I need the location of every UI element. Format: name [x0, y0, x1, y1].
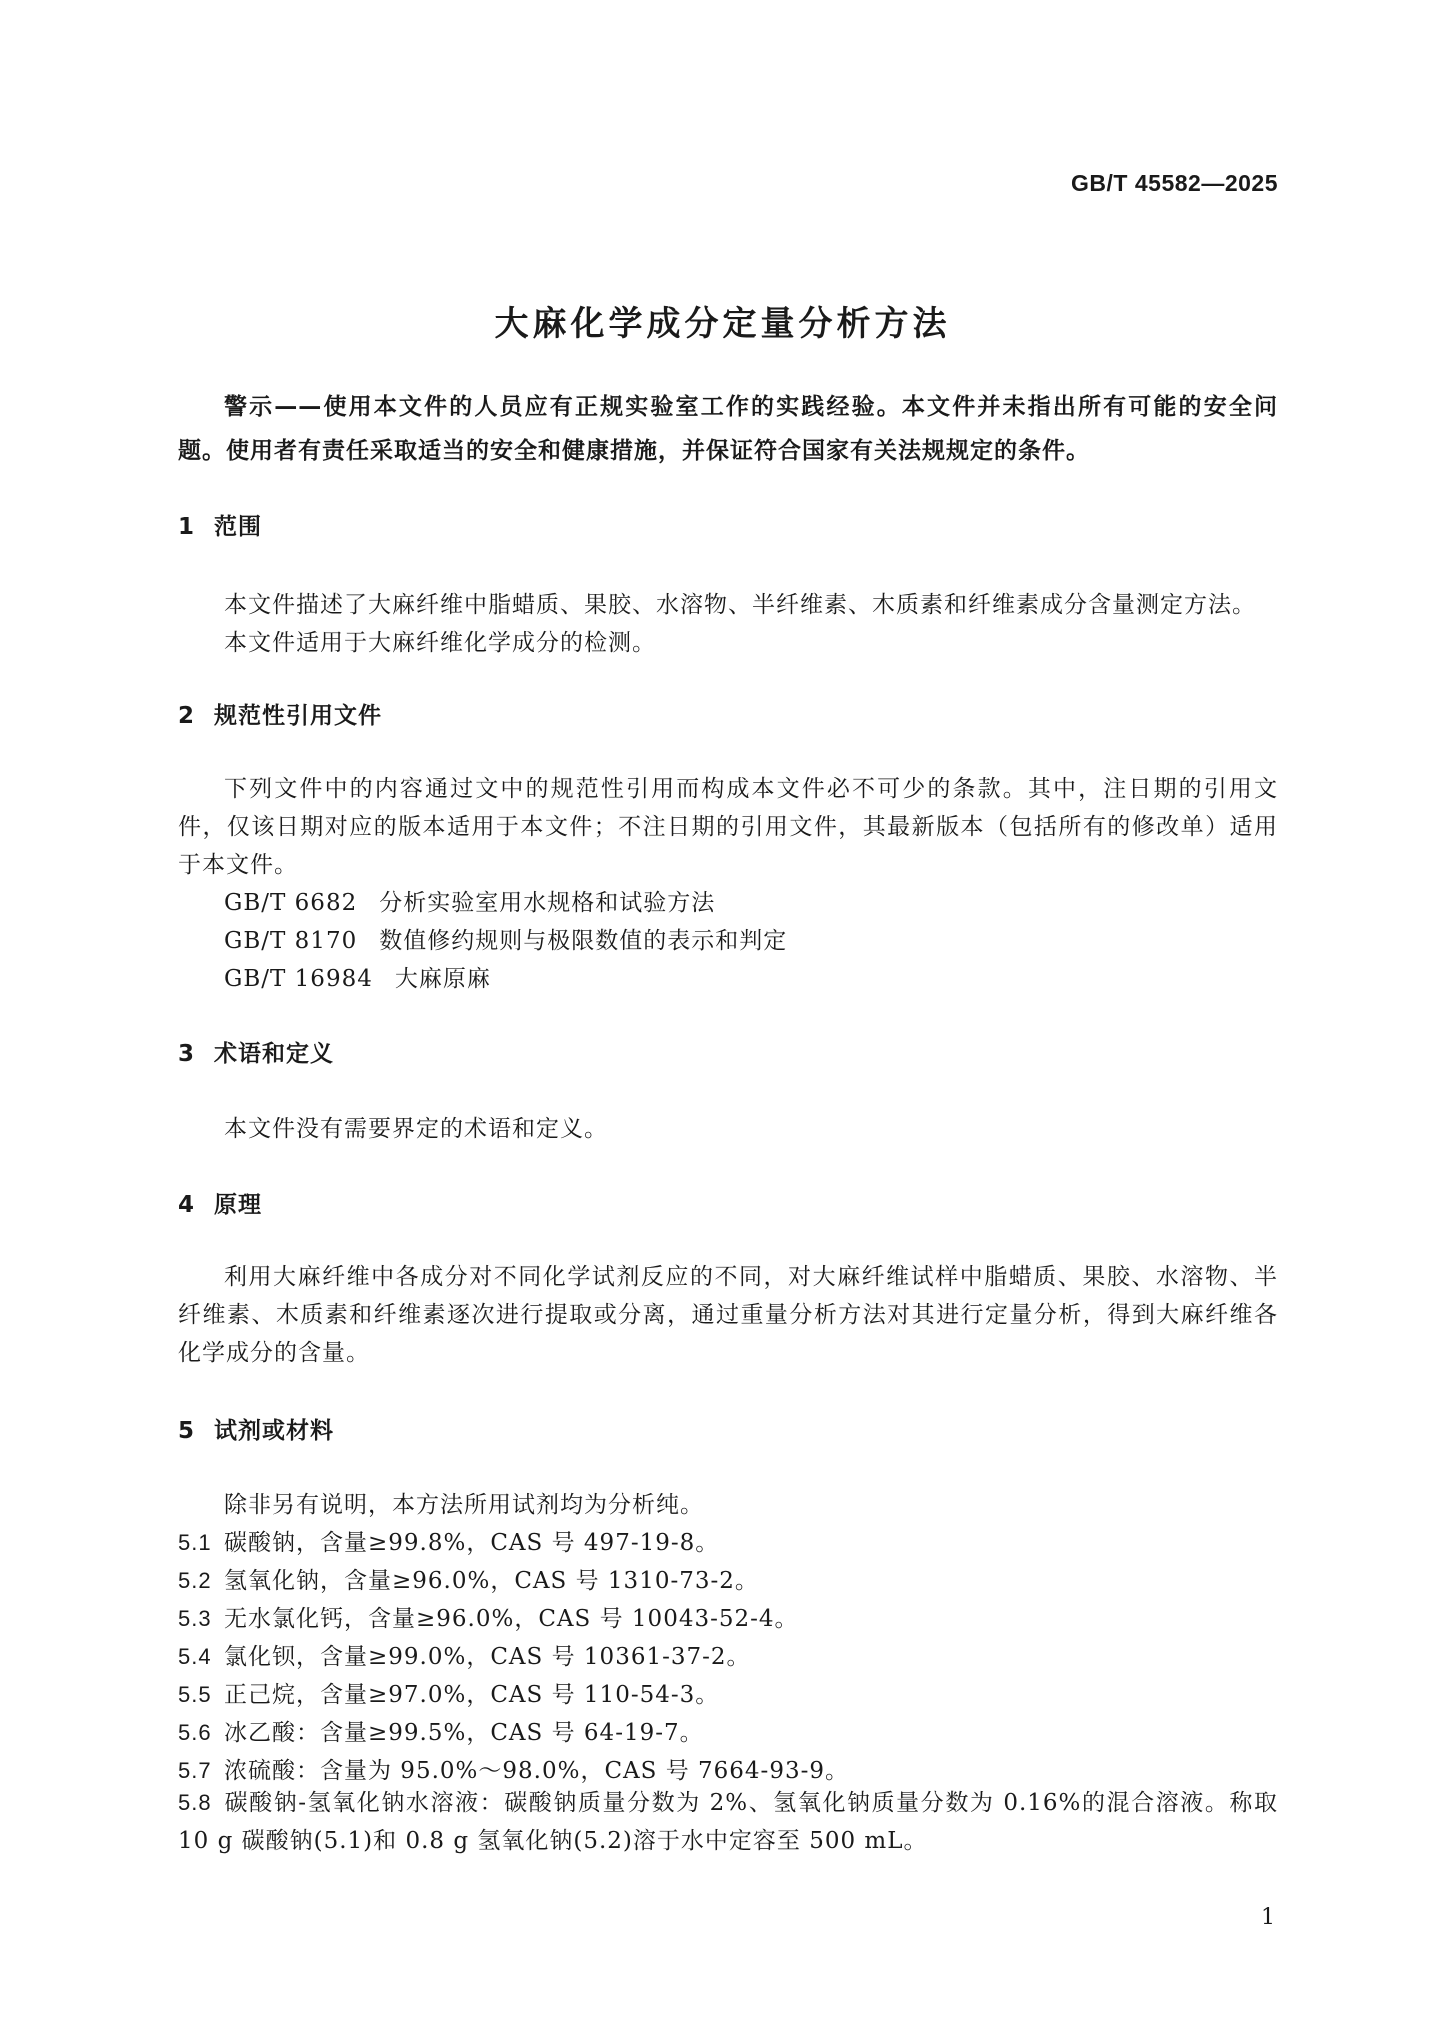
scope-paragraph-2: 本文件适用于大麻纤维化学成分的检测。	[224, 630, 656, 656]
reference-item	[224, 922, 787, 955]
section-heading-principle	[178, 1186, 262, 1219]
reference-code: GB/T 8170	[224, 928, 358, 954]
reference-item	[224, 884, 715, 917]
reagent-item	[178, 1676, 719, 1709]
item-text: 氢氧化钠，含量≥96.0%，CAS 号 1310-73-2。	[224, 1568, 759, 1594]
section-title: 原理	[214, 1192, 262, 1218]
reagent-item	[178, 1784, 1278, 1860]
section-title: 规范性引用文件	[214, 703, 382, 729]
section-title: 范围	[214, 514, 262, 540]
terms-paragraph: 本文件没有需要界定的术语和定义。	[224, 1116, 608, 1142]
reference-code: GB/T 16984	[224, 966, 373, 992]
item-text: 浓硫酸：含量为 95.0%～98.0%，CAS 号 7664-93-9。	[224, 1758, 850, 1784]
reference-title: 大麻原麻	[394, 966, 491, 992]
item-text: 正己烷，含量≥97.0%，CAS 号 110-54-3。	[224, 1682, 720, 1708]
section-heading-normative-references	[178, 697, 382, 730]
item-number: 5.1	[178, 1530, 212, 1555]
section-heading-scope	[178, 508, 262, 541]
item-number: 5.5	[178, 1682, 212, 1707]
item-number: 5.3	[178, 1606, 212, 1631]
section-number: 4	[178, 1192, 196, 1218]
section-heading-reagents	[178, 1412, 334, 1445]
reagent-item	[178, 1638, 751, 1671]
reagent-item	[178, 1562, 759, 1595]
item-text: 冰乙酸：含量≥99.5%，CAS 号 64-19-7。	[224, 1720, 704, 1746]
item-number: 5.7	[178, 1758, 212, 1783]
item-number: 5.2	[178, 1568, 212, 1593]
item-text: 无水氯化钙，含量≥96.0%，CAS 号 10043-52-4。	[224, 1606, 799, 1632]
warning-paragraph: 警示——使用本文件的人员应有正规实验室工作的实践经验。本文件并未指出所有可能的安全问题。使用者有责任采取适当的安全和健康措施，并保证符合国家有关法规规定的条件。	[178, 394, 1278, 464]
item-number: 5.8	[178, 1790, 212, 1815]
document-title: 大麻化学成分定量分析方法	[494, 304, 951, 344]
section-number: 5	[178, 1418, 196, 1444]
reagent-item	[178, 1752, 849, 1785]
reference-item	[224, 960, 491, 993]
section-title: 试剂或材料	[214, 1418, 334, 1444]
section-number: 2	[178, 703, 196, 729]
section-heading-terms	[178, 1035, 334, 1068]
item-text: 氯化钡，含量≥99.0%，CAS 号 10361-37-2。	[224, 1644, 751, 1670]
item-text: 碳酸钠，含量≥99.8%，CAS 号 497-19-8。	[224, 1530, 720, 1556]
section-number: 1	[178, 514, 196, 540]
scope-paragraph-1: 本文件描述了大麻纤维中脂蜡质、果胶、水溶物、半纤维素、木质素和纤维素成分含量测定方法。	[224, 592, 1256, 618]
references-paragraph: 下列文件中的内容通过文中的规范性引用而构成本文件必不可少的条款。其中，注日期的引用文件，仅该日期对应的版本适用于本文件；不注日期的引用文件，其最新版本（包括所有的修改单）适用于本文件。	[178, 776, 1278, 878]
reference-title: 分析实验室用水规格和试验方法	[379, 890, 716, 916]
reagent-item	[178, 1600, 799, 1633]
standard-code: GB/T 45582—2025	[1071, 170, 1278, 196]
reagent-item	[178, 1524, 719, 1557]
reagent-item	[178, 1714, 704, 1747]
item-number: 5.6	[178, 1720, 212, 1745]
principle-paragraph: 利用大麻纤维中各成分对不同化学试剂反应的不同，对大麻纤维试样中脂蜡质、果胶、水溶物、半纤维素、木质素和纤维素逐次进行提取或分离，通过重量分析方法对其进行定量分析，得到大麻纤维各化学成分的含量。	[178, 1264, 1278, 1366]
page-number: 1	[1261, 1905, 1275, 1930]
item-text: 碳酸钠-氢氧化钠水溶液：碳酸钠质量分数为 2%、氢氧化钠质量分数为 0.16%的混合溶液。称取 10 g 碳酸钠(5.1)和 0.8 g 氢氧化钠(5.2)溶于水中定容至 500 mL。	[178, 1790, 1278, 1854]
reagents-intro: 除非另有说明，本方法所用试剂均为分析纯。	[224, 1492, 704, 1518]
section-number: 3	[178, 1041, 196, 1067]
item-number: 5.4	[178, 1644, 212, 1669]
reference-title: 数值修约规则与极限数值的表示和判定	[379, 928, 788, 954]
section-title: 术语和定义	[214, 1041, 334, 1067]
reference-code: GB/T 6682	[224, 890, 358, 916]
